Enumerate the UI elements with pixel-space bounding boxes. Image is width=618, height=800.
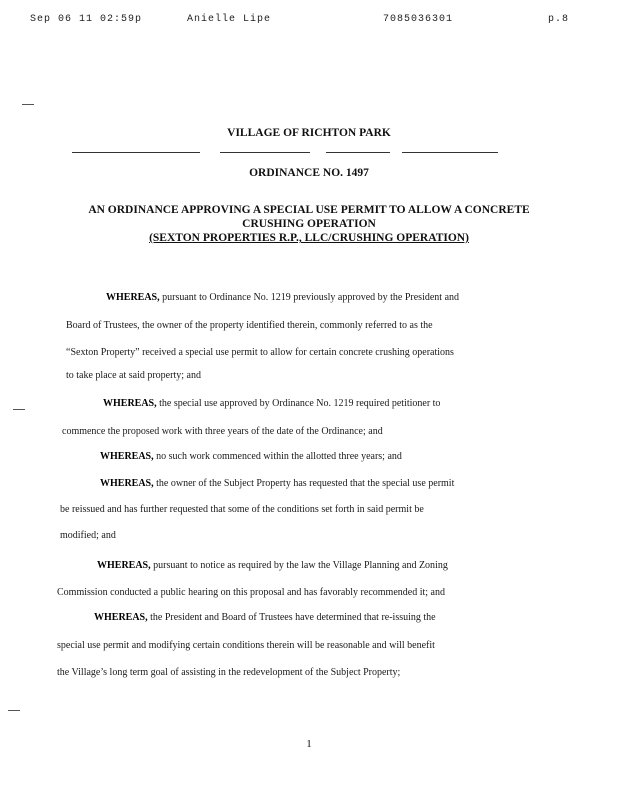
whereas-keyword: WHEREAS, (97, 560, 151, 571)
scan-mark (22, 104, 34, 105)
whereas-4-line-1: WHEREAS, the owner of the Subject Property has requested that the special use permit (100, 478, 455, 489)
whereas-6-line-3: the Village’s long term goal of assisting in the redevelopment of the Subject Property; (57, 667, 401, 678)
whereas-3-line-1: WHEREAS, no such work commenced within the allotted three years; and (100, 451, 402, 462)
whereas-4-line-3: modified; and (60, 530, 116, 541)
whereas-keyword: WHEREAS, (103, 398, 157, 409)
whereas-5-line-2: Commission conducted a public hearing on this proposal and has favorably recommended it; and (57, 587, 445, 598)
whereas-2-line-1: WHEREAS, the special use approved by Ordinance No. 1219 required petitioner to (103, 398, 441, 409)
heading-line-2: CRUSHING OPERATION (242, 218, 376, 230)
scan-mark (13, 409, 25, 410)
whereas-keyword: WHEREAS, (100, 478, 154, 489)
village-title: VILLAGE OF RICHTON PARK (227, 127, 391, 139)
ordinance-heading (0, 203, 618, 245)
page-number: 1 (306, 738, 312, 750)
whereas-6-line-2: special use permit and modifying certain conditions therein will be reasonable and will benefit (57, 640, 435, 651)
scan-mark (8, 710, 20, 711)
whereas-4-line-2: be reissued and has further requested that some of the conditions set forth in said permit be (60, 504, 424, 515)
divider-rule (72, 152, 200, 153)
ordinance-number: ORDINANCE NO. 1497 (249, 167, 369, 179)
divider-rule (220, 152, 310, 153)
whereas-2-line-2: commence the proposed work with three years of the date of the Ordinance; and (62, 426, 383, 437)
whereas-1-line-1: WHEREAS, pursuant to Ordinance No. 1219 previously approved by the President and (106, 292, 460, 303)
heading-line-3: (SEXTON PROPERTIES R.P., LLC/CRUSHING OPERATION) (149, 232, 469, 244)
whereas-keyword: WHEREAS, (100, 451, 154, 462)
whereas-5-line-1: WHEREAS, pursuant to notice as required by the law the Village Planning and Zoning (97, 560, 448, 571)
fax-date-time: Sep 06 11 02:59p (30, 14, 143, 25)
fax-page: p.8 (548, 14, 570, 25)
whereas-6-line-1: WHEREAS, the President and Board of Trustees have determined that re-issuing the (94, 612, 436, 623)
divider-rule (402, 152, 498, 153)
fax-sender: Anielle Lipe (187, 14, 272, 25)
whereas-keyword: WHEREAS, (94, 612, 148, 623)
heading-line-1: AN ORDINANCE APPROVING A SPECIAL USE PERMIT TO ALLOW A CONCRETE (88, 204, 530, 216)
whereas-1-line-2: Board of Trustees, the owner of the property identified therein, commonly referred to as the (66, 320, 433, 331)
divider-rule (326, 152, 390, 153)
whereas-1-line-3: “Sexton Property” received a special use permit to allow for certain concrete crushing operations (66, 347, 454, 358)
whereas-keyword: WHEREAS, (106, 292, 160, 303)
whereas-1-line-4: to take place at said property; and (66, 370, 201, 381)
fax-phone: 7085036301 (383, 14, 454, 25)
